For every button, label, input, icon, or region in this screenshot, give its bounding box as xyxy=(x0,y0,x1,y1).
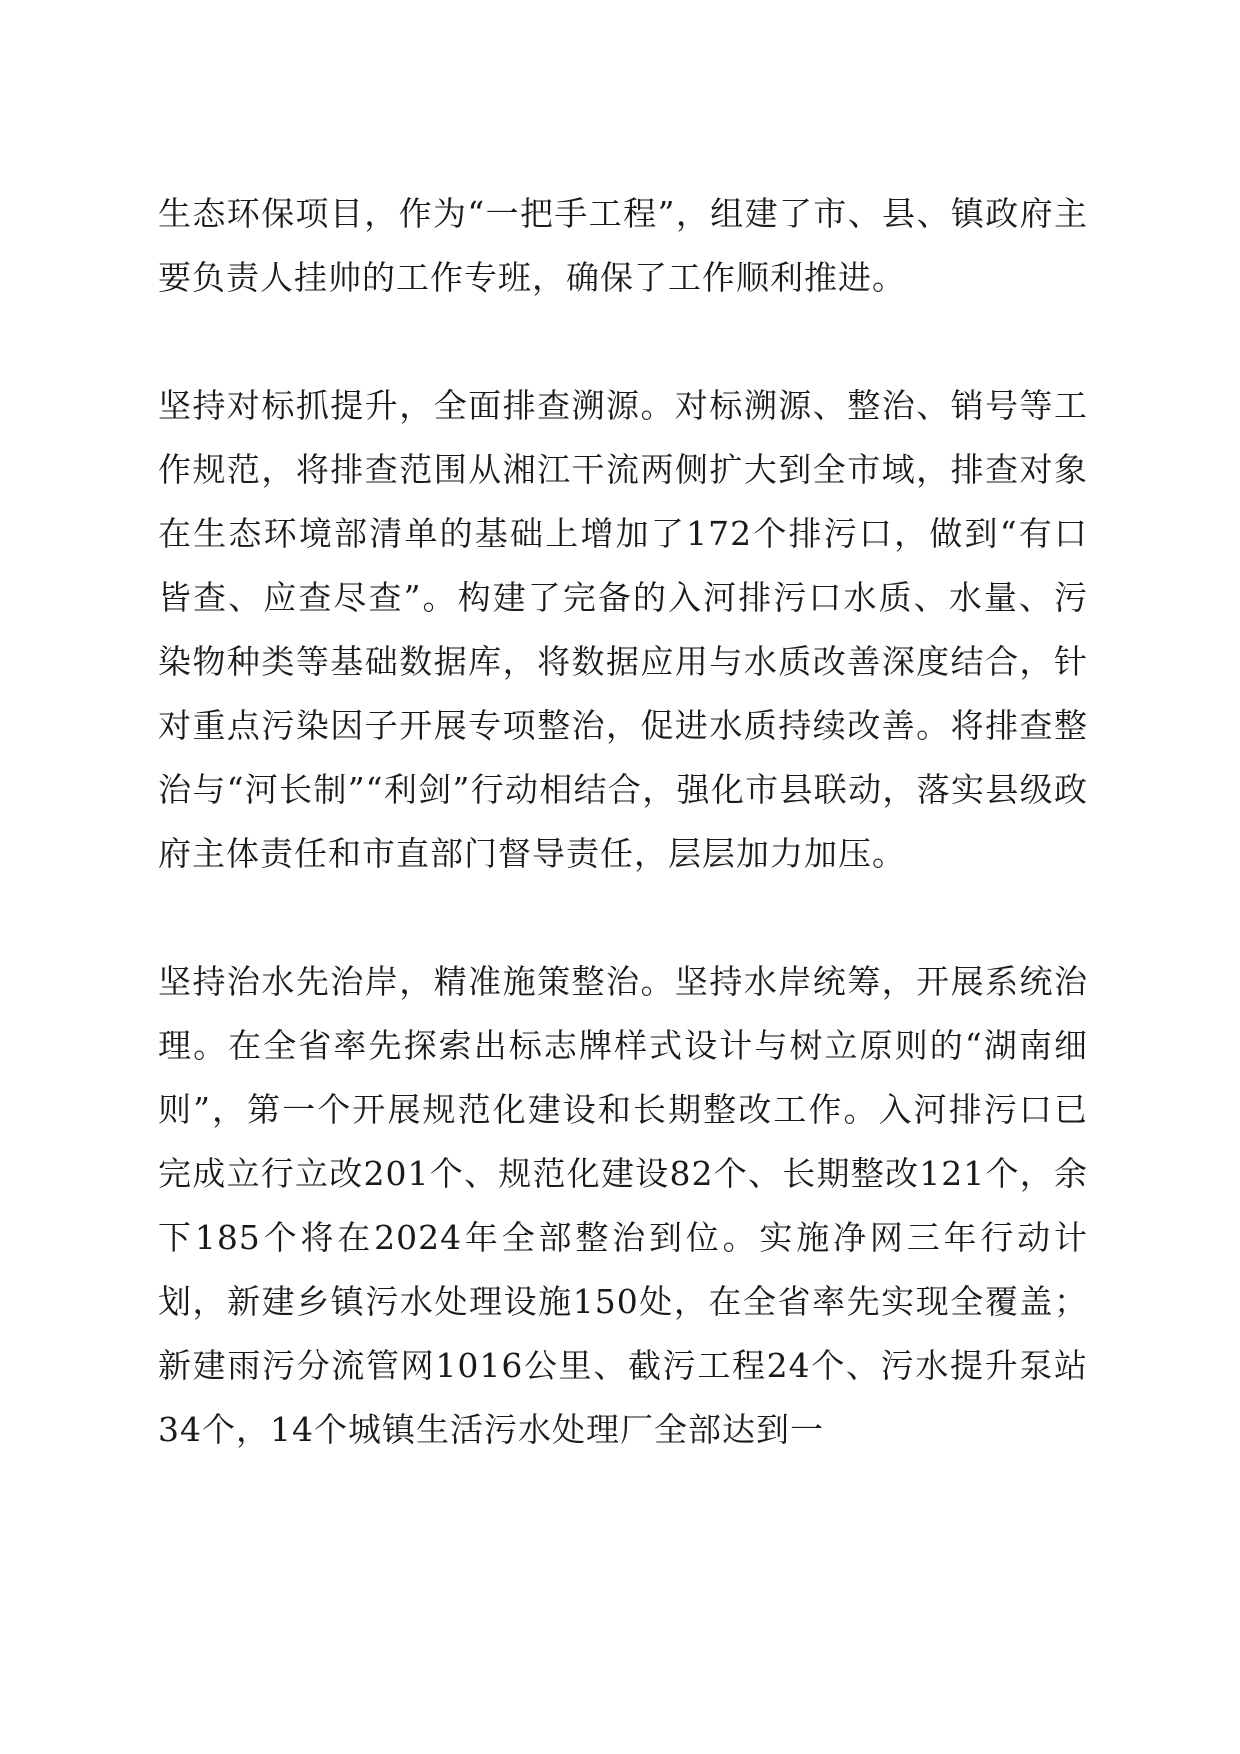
paragraph-shoreline-rectification: 坚持治水先治岸，精准施策整治。坚持水岸统筹，开展系统治理。在全省率先探索出标志牌样式设计与树立原则的“湖南细则”，第一个开展规范化建设和长期整改工作。入河排污口已完成立行立改201个、规范化建设82个、长期整改121个，余下185个将在2024年全部整治到位。实施净网三年行动计划，新建乡镇污水处理设施150处，在全省率先实现全覆盖；新建雨污分流管网1016公里、截污工程24个、污水提升泵站34个，14个城镇生活污水处理厂全部达到一 xyxy=(158,962,1088,1449)
paragraph-source-tracing: 坚持对标抓提升，全面排查溯源。对标溯源、整治、销号等工作规范，将排查范围从湘江干流两侧扩大到全市域，排查对象在生态环境部清单的基础上增加了172个排污口，做到“有口皆查、应查尽查”。构建了完备的入河排污口水质、水量、污染物种类等基础数据库，将数据应用与水质改善深度结合，针对重点污染因子开展专项整治，促进水质持续改善。将排查整治与“河长制”“利剑”行动相结合，强化市县联动，落实县级政府主体责任和市直部门督导责任，层层加力加压。 xyxy=(158,386,1088,873)
document-body xyxy=(158,182,1088,1462)
paragraph-project-leadership: 生态环保项目，作为“一把手工程”，组建了市、县、镇政府主要负责人挂帅的工作专班，确保了工作顺利推进。 xyxy=(158,194,1088,297)
